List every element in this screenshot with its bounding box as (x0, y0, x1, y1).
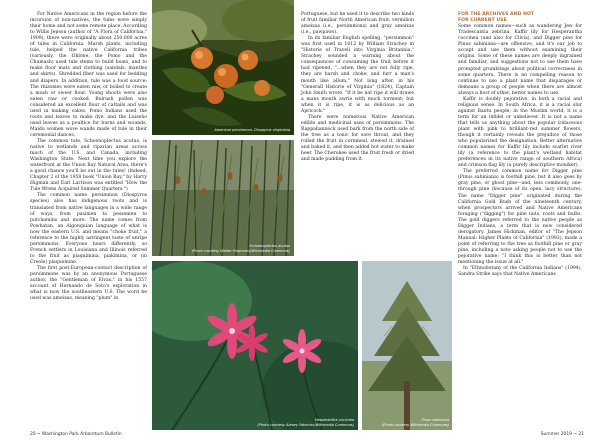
caption-species: Pinus sabiniana (421, 418, 449, 423)
persimmon-photo (152, 0, 294, 135)
paragraph: The preferred common name for Digger pine (Pinus sabiniana) is foothill pine, but it also goes by gray pine, or ghost pine—and, less commonly, one-through pine (because of its open, lacy structure). The name "Digger pine" originated during the California Gold Rush of the nineteenth century, when prospectors arrived and Native Americans foraging ("digging") for pine nuts, roots and bulbs. The gold diggers referred to the native people as Digger Indians, a term that is now considered derogatory. James Hickman, editor of "The Jepson Manual: Higher Plants of California" (1993), made a point of referring to the tree as foothill pine or gray pine, including a note asking people not to use the pejorative name: "I think this is better than not mentioning the issue at all." (458, 169, 582, 266)
caption-species: Hesperantha coccinea (314, 418, 354, 423)
sidebar-heading-line: FOR CURRENT USE (458, 17, 507, 23)
paragraph: There were numerous Native American edible and medicinal uses of persimmons. The Rappahannock used bark from the north side of the tree as a tonic for sore throat, and they rolled the fruit in cornmeal, stewed it, drained and baked it, and then added hot water to make beer. The Cherokee used the fruit fresh or dried and made pudding from it. (301, 114, 414, 163)
center-text-column (301, 12, 414, 163)
paragraph: Some common names—such as wandering Jew for Tradescantia zebrina, Kaffir lily for Hesperantha coccinea (and also for Clivia), and Digger pine for Pinus sabiniana—are offensive, and it's our job to accept and use them without examining their origins. Some of these names are deeply ingrained and familiar, and suggestions not to use them have prompted grumblings about political correctness in some quarters. There is no compelling reason to continue to use a plant name that disparages or demeans a group of people when there are almost always a host of other, better names to use. (458, 24, 582, 96)
sidebar-heading (458, 12, 582, 23)
caption-credit: (Photo courtesy Walter Siegmund/Wikimedia Commons) (191, 248, 290, 253)
paragraph: Portuguese, but he used it to describe two kinds of fruit familiar North American fruit: vermilion ameixas (i.e., persimmons) and gray ameixas (i.e., pawpaws). (301, 12, 414, 36)
hesperantha-photo (152, 261, 358, 430)
paragraph: The first post-European-contact description of persimmons was by an anonymous Portuguese author, the "Gentleman of Elvas," in his 1557 account of Hernando de Soto's exploration in what is now the southeastern U.S. The word he used was ameixas, meaning "plum" in (30, 265, 147, 302)
paragraph: In "Ethnobotany of the California Indians" (1994), Sandra Strike says that Native Americans (458, 266, 582, 278)
sidebar-column (458, 12, 582, 278)
paragraph: The common name persimmon (Diospyros species) also has indigenous roots and is translated from native languages in a wide range of ways, from pasimen to pessemen to putchamins and more. The name comes from Powhatan, an Algonquian language of what is now the eastern U.S. and means "choke fruit," a reference to the highly astringent taste of unripe persimmons. Everyone hears differently, so French settlers in Louisiana and Illinois referred to the fruit as piaquimina, piakimina, or (in Creole) plaquemine. (30, 193, 147, 265)
caption-credit: (Photo courtesy Wikimedia Commons) (381, 422, 449, 427)
tule-photo (152, 140, 294, 256)
photo-caption (170, 244, 290, 253)
photo-caption (194, 418, 354, 427)
caption-species: Schoenoplectus acutus (249, 244, 290, 249)
right-page-footer: Summer 2019 ~ 21 (540, 432, 584, 437)
paragraph: Kaffir is doubly pejorative, in both a racial and religious sense. In South Africa, it is a racial slur against Bantu people; in the Muslim world, it is a term for an infidel or unbeliever. It is not a name that tells us anything about the popular iridaceous plant with pink to brilliant-red summer flowers, though it certainly reveals the prejudice of those who popularized the designation. Better alternative common names for Kaffir lily include scarlet river lily (a reference to the plant's wetland habitat preferences in its native range of southern Africa) and crimson flag lily (a purely descriptive moniker). (458, 96, 582, 169)
caption-credit: (Photo courtesy Alexey Yakovlev/Wikimedia Commons) (257, 422, 354, 427)
left-text-column (30, 12, 147, 302)
paragraph: In its familiar English spelling, "persimmon" was first used in 1612 by William Strachey in "Historie of Travell into Virginia Britannia." Strachey sounded a warning about the consequences of consuming the fruit before it had ripened, "...when they are not fully ripe, they are harsh and choke, and furr a man's mouth like allum." Not long after, in his "Generall Historie of Virginia" (1624), Captain John Smith wrote, "If it be not ripe it will drawe a mans mouth awrie with much torment; but when it is ripe, it is as delicious as an Apricock." (301, 36, 414, 114)
photo-caption: American persimmon, Diospyros virginiana (214, 127, 290, 132)
sidebar-heading-line: FOR THE ARCHIVES AND NOT (458, 12, 535, 17)
photo-caption (365, 418, 449, 427)
paragraph: The common tule, Schoenoplectus acutus, is native to wetlands and riparian areas across much of the U.S. and Canada, including Washington State. Next time you explore the waterfront at the Union Bay Natural Area, there's a good chance you'll be out in the tules! (Indeed, Chapter 2 of the 1958 book "Union Bay," by Harry Higman and Earl Larrison was entitled "How the Tule Wrens Acquired Summer Quarters.") (30, 138, 147, 193)
paragraph: For Native Americans in the region before the incursion of non-natives, the tules were simply their home and not some remote place. According to Willis Jepson (author of "A Flora of California," 1909), there were originally about 250,000 acres of tules in California. Marsh plants, including tule, helped the native California tribes (variously, the Ohlone, the Pomo and the Chumash) used tule stems to build boats, and to make floor mats and clothing (sandals, mantles and skirts). Shredded fiber was used for bedding and diapers. In addition, tule was a food source: The rhizomes were eaten raw, or boiled to create a mush or sweet flour. Young shoots were also eaten raw or cooked. Bulrush pollen was considered an excellent flour of cattails and was used in making cakes. Pomo Indians used the roots and leaves to make dye, and the Luiseño used leaves as a poultice for burns and wounds. Maidu women wove wands made of tule in their ceremonial dances. (30, 12, 147, 138)
pine-photo (362, 261, 452, 430)
left-page-footer: 20 ~ Washington Park Arboretum Bulletin (30, 432, 122, 437)
